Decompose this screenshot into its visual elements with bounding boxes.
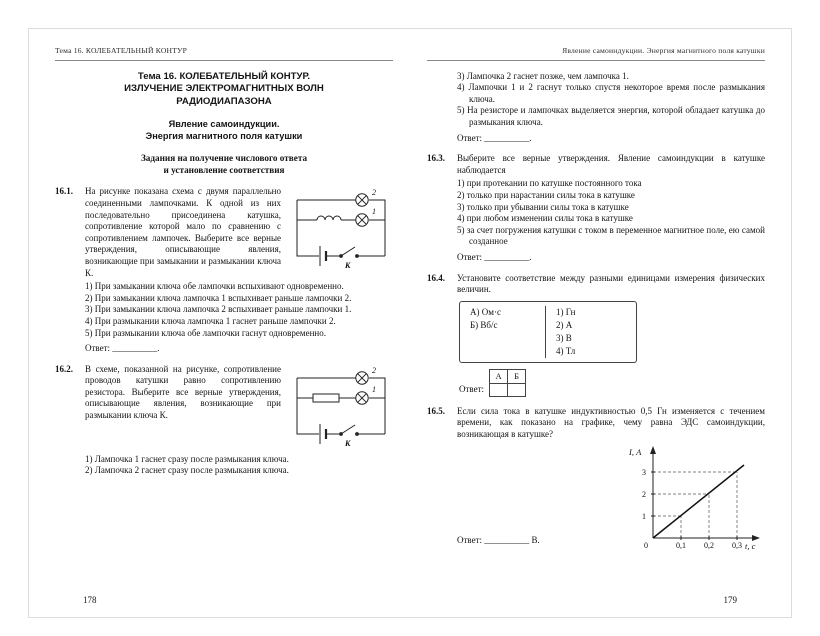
running-head-left: Тема 16. КОЛЕБАТЕЛЬНЫЙ КОНТУР (55, 45, 393, 61)
answer-blank-16-2: Ответ: __________. (457, 132, 532, 143)
x-tick-2: 0,2 (704, 541, 714, 551)
problem-16-3 (427, 153, 765, 263)
running-head-right: Явление самоиндукции. Энергия магнитного поля катушки (427, 45, 765, 61)
problem-16-2-options-continued (457, 71, 765, 129)
y-tick-3: 3 (642, 468, 646, 478)
section-heading-line1: Задания на получение числового ответа (140, 153, 308, 164)
problem-16-1 (55, 186, 393, 354)
topic-subtitle-line2: Энергия магнитного поля катушки (145, 131, 303, 142)
x-tick-1: 0,1 (676, 541, 686, 551)
lamp-1-label: 1 (372, 384, 376, 394)
matching-left-column (460, 306, 546, 358)
switch-icon (340, 425, 359, 435)
option-1: 1) при протекании по катушке постоянного тока (457, 178, 642, 189)
y-axis-label: I, А (629, 447, 642, 458)
problem-16-5-text: Если сила тока в катушке индуктивностью 0,5 Гн изменяется с течением времени, как показано на графике, чему равна ЭДС самоиндукции, возникающая в катушке? (457, 405, 765, 439)
answer-label: Ответ: (459, 384, 485, 395)
matching-box (459, 301, 637, 363)
circuit-figure-16-1 (289, 186, 393, 272)
chapter-title-line1: Тема 16. КОЛЕБАТЕЛЬНЫЙ КОНТУР. (137, 70, 311, 82)
problem-16-2-options (85, 454, 393, 477)
problem-16-3-number: 16.3. (427, 153, 445, 164)
matching-right-column (546, 306, 585, 358)
option-4: 4) При размыкании ключа лампочка 1 гаснет раньше лампочки 2. (85, 315, 336, 326)
page-number-left: 178 (83, 595, 97, 605)
current-vs-time-graph (623, 442, 765, 554)
x-axis-label: t, с (745, 541, 756, 552)
answer-grid-16-4 (459, 369, 765, 397)
answer-blank-16-5: Ответ: __________ В. (457, 534, 540, 545)
lamp-2-icon (356, 194, 368, 206)
origin-label: 0 (644, 541, 648, 551)
current-time-graph-figure (623, 442, 765, 554)
x-tick-3: 0,3 (732, 541, 742, 551)
problem-16-1-options (85, 281, 393, 339)
answer-table (489, 369, 526, 397)
option-2: 2) только при нарастании силы тока в катушке (457, 189, 635, 200)
y-tick-2: 2 (642, 490, 646, 500)
option-1: 1) При замыкании ключа обе лампочки вспыхивают одновременно. (85, 281, 344, 292)
match-item-3: 3) В (556, 332, 572, 343)
option-3: 3) При замыкании ключа лампочка 2 вспыхивает раньше лампочки 1. (85, 304, 352, 315)
problem-16-2-number: 16.2. (55, 363, 73, 374)
switch-label: К (345, 261, 351, 271)
problem-16-1-number: 16.1. (55, 186, 73, 197)
answer-cell-B (508, 383, 526, 396)
answer-header-B: Б (508, 369, 526, 383)
option-5: 5) за счет погружения катушки с током в переменное магнитное поле, ею самой созданное (457, 224, 765, 247)
data-line (653, 465, 744, 538)
option-4: 4) при любом изменении силы тока в катушке (457, 213, 633, 224)
switch-label: К (345, 438, 351, 448)
coil-icon (317, 216, 341, 220)
circuit-figure-16-2 (289, 364, 393, 450)
problem-16-4 (427, 273, 765, 397)
lamp-2-label: 2 (372, 365, 376, 375)
problem-16-5-number: 16.5. (427, 405, 445, 416)
chapter-title (65, 71, 383, 109)
lamp-1-label: 1 (372, 207, 376, 217)
answer-cell-A (490, 383, 508, 396)
chapter-title-line2: ИЗЛУЧЕНИЕ ЭЛЕКТРОМАГНИТНЫХ ВОЛН (124, 83, 324, 95)
option-5: 5) При размыкании ключа обе лампочки гаснут одновременно. (85, 327, 326, 338)
book-spread (28, 28, 792, 618)
lamp-1-icon (356, 391, 368, 403)
answer-blank-16-3: Ответ: __________. (457, 251, 532, 262)
chapter-title-line3: РАДИОДИАПАЗОНА (176, 95, 272, 107)
problem-16-3-text: Выберите все верные утверждения. Явление самоиндукции в катушке наблюдается (457, 153, 765, 175)
lamp-2-icon (356, 371, 368, 383)
problem-16-5 (427, 406, 765, 555)
battery-icon (320, 246, 326, 266)
answer-blank-16-1: Ответ: __________. (85, 343, 160, 354)
option-1: 1) Лампочка 1 гаснет сразу после размыкания ключа. (85, 453, 289, 464)
section-heading-line2: и установление соответствия (163, 165, 285, 176)
y-axis-arrow (650, 446, 656, 454)
resistor-icon (313, 394, 339, 402)
page-right (427, 45, 765, 554)
section-heading (55, 152, 393, 176)
problem-16-4-number: 16.4. (427, 272, 445, 283)
match-item-1: 1) Гн (556, 306, 576, 317)
topic-subtitle (55, 118, 393, 142)
option-2: 2) Лампочка 2 гаснет сразу после размыкания ключа. (85, 465, 289, 476)
match-item-B: Б) Вб/с (470, 319, 498, 330)
topic-subtitle-line1: Явление самоиндукции. (168, 119, 280, 130)
problem-16-3-options (457, 178, 765, 248)
answer-header-A: А (490, 369, 508, 383)
circuit-diagram-16-2 (289, 364, 393, 450)
lamp-2-label: 2 (372, 188, 376, 198)
option-5: 5) На резисторе и лампочках выделяется энергия, которой обладает катушка до размыкания ключа. (457, 105, 765, 127)
match-item-2: 2) А (556, 319, 573, 330)
option-4: 4) Лампочки 1 и 2 гаснут только спустя некоторое время после размыкания ключа. (457, 82, 765, 104)
problem-16-4-text: Установите соответствие между разными единицами измерения физических величин. (457, 272, 765, 295)
problem-16-1-text: На рисунке показана схема с двумя параллельно соединенными лампочками. К одной из них последовательно присоединена катушка, сопротивление которой мало по сравнению с сопротивлением лампочек. Выберите все верные утверждения, описывающие явления, возникающие при замыкании и размыкании ключа К. (85, 186, 281, 278)
match-item-4: 4) Тл (556, 345, 576, 356)
page-left (55, 45, 393, 477)
lamp-1-icon (356, 214, 368, 226)
problem-16-2-continued (427, 71, 765, 145)
y-tick-1: 1 (642, 512, 646, 522)
problem-16-2 (55, 364, 393, 477)
circuit-diagram-16-1 (289, 186, 393, 272)
battery-icon (320, 424, 326, 444)
option-3: 3) только при убывании силы тока в катушке (457, 201, 629, 212)
match-item-A: А) Ом·с (470, 306, 501, 317)
problem-16-2-text: В схеме, показанной на рисунке, сопротивление проводов катушки равно сопротивлению резистора. Выберите все верные утверждения, описывающие явления, возникающие при размыкании ключа К. (85, 363, 281, 421)
option-2: 2) При замыкании ключа лампочка 1 вспыхивает раньше лампочки 2. (85, 292, 352, 303)
page-number-right: 179 (723, 595, 737, 605)
switch-icon (340, 247, 359, 257)
option-3: 3) Лампочка 2 гаснет позже, чем лампочка 1. (457, 70, 629, 81)
